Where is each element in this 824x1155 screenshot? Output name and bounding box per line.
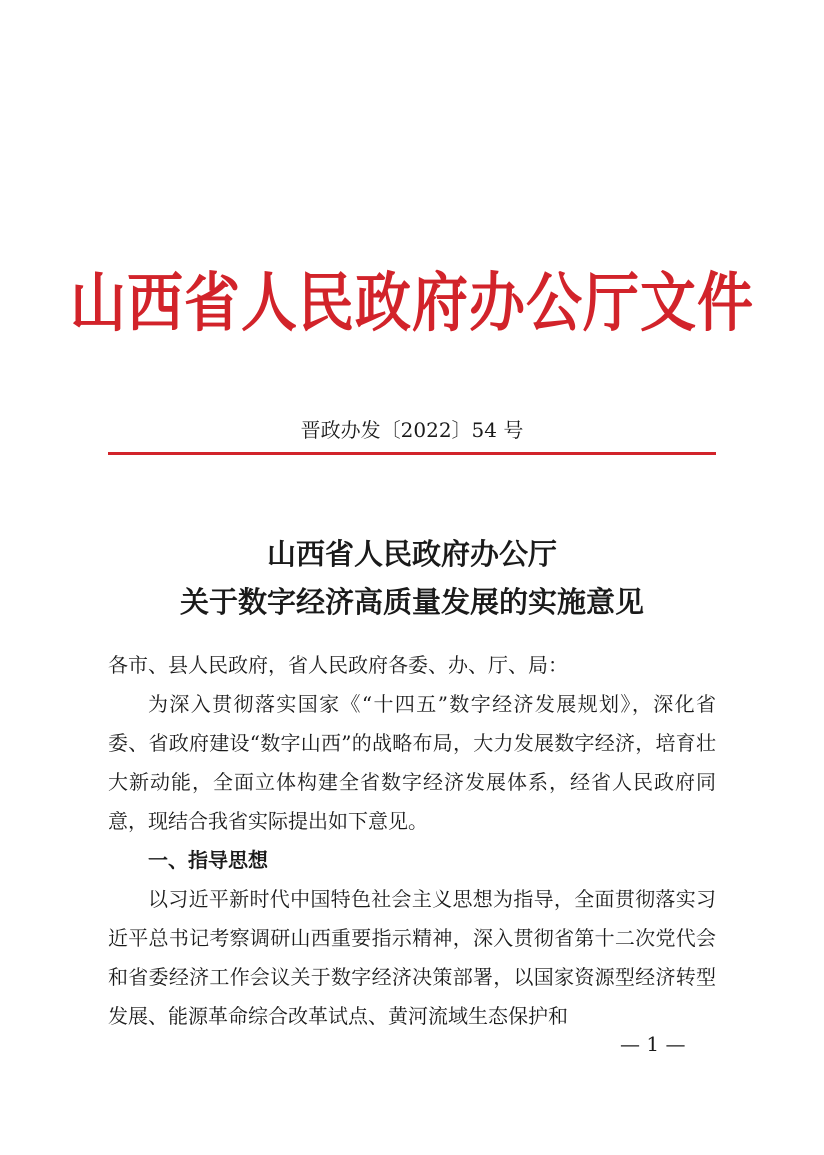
document-title bbox=[0, 530, 824, 626]
red-separator-line bbox=[108, 452, 716, 455]
paragraph-guiding-thought: 以习近平新时代中国特色社会主义思想为指导，全面贯彻落实习近平总书记考察调研山西重要指示精神，深入贯彻省第十二次党代会和省委经济工作会议关于数字经济决策部署，以国家资源型经济转型发展、能源革命综合改革试点、黄河流域生态保护和 bbox=[108, 887, 716, 1028]
document-masthead: 山西省人民政府办公厅文件 bbox=[70, 265, 754, 341]
salutation: 各市、县人民政府，省人民政府各委、办、厅、局： bbox=[108, 653, 568, 677]
title-line-2: 关于数字经济高质量发展的实施意见 bbox=[179, 585, 644, 619]
page-number: — 1 — bbox=[620, 1032, 686, 1056]
paragraph-intro: 为深入贯彻落实国家《“十四五”数字经济发展规划》，深化省委、省政府建设“数字山西”的战略布局，大力发展数字经济，培育壮大新动能，全面立体构建全省数字经济发展体系，经省人民政府同意，现结合我省实际提出如下意见。 bbox=[108, 692, 716, 833]
section-heading-guiding-thought: 一、指导思想 bbox=[148, 848, 268, 872]
title-line-1: 山西省人民政府办公厅 bbox=[266, 537, 557, 571]
document-body bbox=[108, 646, 716, 1036]
document-number: 晋政办发〔2022〕54 号 bbox=[300, 418, 524, 442]
